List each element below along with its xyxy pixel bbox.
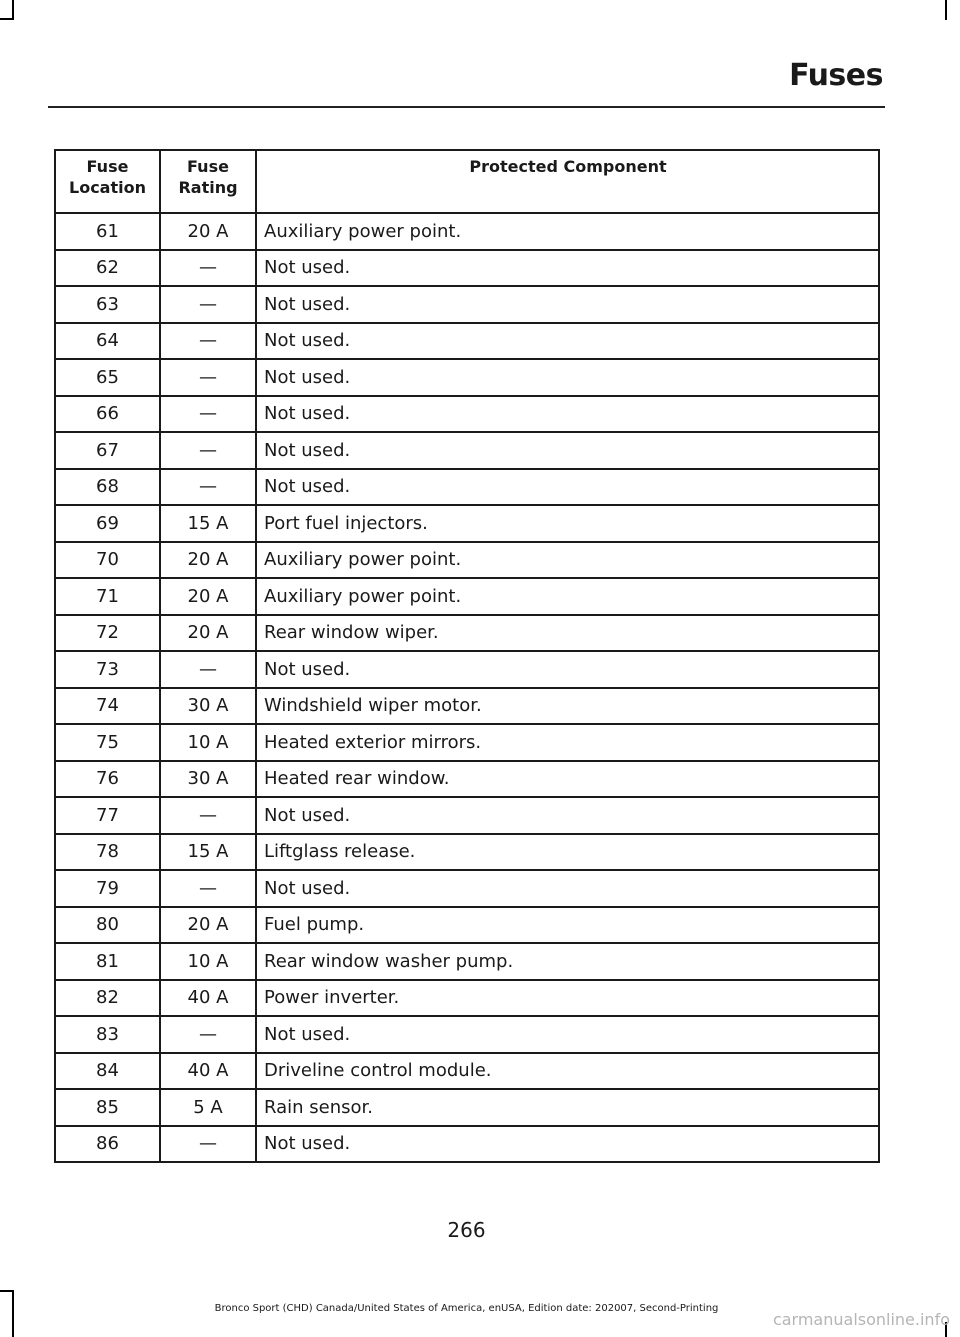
protected-component-cell: Not used. (256, 797, 879, 834)
fuse-rating-cell: — (160, 323, 256, 360)
protected-component-cell: Not used. (256, 250, 879, 287)
crop-mark-top-right (945, 0, 947, 20)
fuse-rating-cell: 20 A (160, 615, 256, 652)
header-fuse-location: Fuse Location (55, 150, 160, 213)
table-row (55, 1089, 879, 1126)
fuse-location-cell: 73 (55, 651, 160, 688)
page-number: 266 (447, 1218, 486, 1242)
protected-component-cell: Not used. (256, 396, 879, 433)
protected-component-cell: Not used. (256, 469, 879, 506)
table-row (55, 834, 879, 871)
header-protected-component: Protected Component (256, 150, 879, 213)
fuse-table (54, 149, 880, 1163)
fuse-rating-cell: — (160, 250, 256, 287)
protected-component-cell: Not used. (256, 359, 879, 396)
protected-component-cell: Heated exterior mirrors. (256, 724, 879, 761)
protected-component-cell: Rear window washer pump. (256, 943, 879, 980)
crop-mark-top-left (12, 0, 14, 20)
table-header-row (55, 150, 879, 213)
fuse-location-cell: 82 (55, 980, 160, 1017)
fuse-rating-cell: 15 A (160, 834, 256, 871)
table-row (55, 797, 879, 834)
table-row (55, 323, 879, 360)
protected-component-cell: Auxiliary power point. (256, 578, 879, 615)
fuse-rating-cell: 20 A (160, 542, 256, 579)
fuse-rating-cell: 40 A (160, 980, 256, 1017)
table-row (55, 1126, 879, 1163)
protected-component-cell: Liftglass release. (256, 834, 879, 871)
protected-component-cell: Not used. (256, 1016, 879, 1053)
fuse-rating-cell: — (160, 469, 256, 506)
fuse-location-cell: 68 (55, 469, 160, 506)
fuse-rating-cell: 15 A (160, 505, 256, 542)
page-footer: Bronco Sport (CHD) Canada/United States of America, enUSA, Edition date: 202007, Second-Printing (214, 1303, 719, 1314)
fuse-rating-cell: — (160, 1016, 256, 1053)
table-row (55, 250, 879, 287)
fuse-location-cell: 78 (55, 834, 160, 871)
table-row (55, 432, 879, 469)
protected-component-cell: Heated rear window. (256, 761, 879, 798)
fuse-rating-cell: 40 A (160, 1053, 256, 1090)
fuse-location-cell: 66 (55, 396, 160, 433)
fuse-rating-cell: 10 A (160, 724, 256, 761)
fuse-rating-cell: — (160, 870, 256, 907)
fuse-location-cell: 84 (55, 1053, 160, 1090)
table-row (55, 907, 879, 944)
watermark: carmanualsonline.info (772, 1310, 950, 1329)
fuse-location-cell: 72 (55, 615, 160, 652)
table-row (55, 213, 879, 250)
table-row (55, 286, 879, 323)
protected-component-cell: Not used. (256, 323, 879, 360)
table-row (55, 870, 879, 907)
protected-component-cell: Rear window wiper. (256, 615, 879, 652)
table-row (55, 469, 879, 506)
table-row (55, 724, 879, 761)
protected-component-cell: Not used. (256, 286, 879, 323)
protected-component-cell: Not used. (256, 870, 879, 907)
table-row (55, 615, 879, 652)
table-row (55, 761, 879, 798)
fuse-location-cell: 85 (55, 1089, 160, 1126)
crop-mark-top-left-h (0, 18, 14, 20)
fuse-rating-cell: — (160, 286, 256, 323)
fuse-rating-cell: 20 A (160, 578, 256, 615)
table-row (55, 578, 879, 615)
fuse-location-cell: 80 (55, 907, 160, 944)
table-row (55, 542, 879, 579)
table-row (55, 396, 879, 433)
fuse-rating-cell: 30 A (160, 761, 256, 798)
fuse-location-cell: 67 (55, 432, 160, 469)
protected-component-cell: Not used. (256, 432, 879, 469)
protected-component-cell: Not used. (256, 651, 879, 688)
table-row (55, 980, 879, 1017)
fuse-location-cell: 62 (55, 250, 160, 287)
table-row (55, 651, 879, 688)
fuse-rating-cell: 20 A (160, 213, 256, 250)
title-divider (48, 106, 885, 108)
protected-component-cell: Auxiliary power point. (256, 213, 879, 250)
fuse-location-cell: 64 (55, 323, 160, 360)
fuse-location-cell: 81 (55, 943, 160, 980)
protected-component-cell: Not used. (256, 1126, 879, 1163)
fuse-location-cell: 83 (55, 1016, 160, 1053)
fuse-location-cell: 74 (55, 688, 160, 725)
page-title: Fuses (789, 58, 883, 93)
fuse-rating-cell: 20 A (160, 907, 256, 944)
fuse-location-cell: 86 (55, 1126, 160, 1163)
fuse-rating-cell: 10 A (160, 943, 256, 980)
fuse-table-body (55, 213, 879, 1162)
table-row (55, 505, 879, 542)
fuse-location-cell: 61 (55, 213, 160, 250)
fuse-location-cell: 75 (55, 724, 160, 761)
fuse-rating-cell: 5 A (160, 1089, 256, 1126)
fuse-rating-cell: 30 A (160, 688, 256, 725)
protected-component-cell: Driveline control module. (256, 1053, 879, 1090)
protected-component-cell: Port fuel injectors. (256, 505, 879, 542)
table-row (55, 943, 879, 980)
fuse-location-cell: 76 (55, 761, 160, 798)
protected-component-cell: Windshield wiper motor. (256, 688, 879, 725)
protected-component-cell: Rain sensor. (256, 1089, 879, 1126)
fuse-rating-cell: — (160, 1126, 256, 1163)
crop-mark-bottom-left-h (0, 1290, 14, 1292)
fuse-rating-cell: — (160, 396, 256, 433)
fuse-location-cell: 65 (55, 359, 160, 396)
table-row (55, 359, 879, 396)
fuse-rating-cell: — (160, 432, 256, 469)
protected-component-cell: Fuel pump. (256, 907, 879, 944)
fuse-location-cell: 63 (55, 286, 160, 323)
table-row (55, 1053, 879, 1090)
fuse-location-cell: 77 (55, 797, 160, 834)
fuse-rating-cell: — (160, 651, 256, 688)
table-row (55, 1016, 879, 1053)
fuse-rating-cell: — (160, 797, 256, 834)
fuse-location-cell: 79 (55, 870, 160, 907)
protected-component-cell: Auxiliary power point. (256, 542, 879, 579)
fuse-rating-cell: — (160, 359, 256, 396)
table-row (55, 688, 879, 725)
header-fuse-rating: Fuse Rating (160, 150, 256, 213)
fuse-location-cell: 70 (55, 542, 160, 579)
protected-component-cell: Power inverter. (256, 980, 879, 1017)
fuse-location-cell: 69 (55, 505, 160, 542)
fuse-location-cell: 71 (55, 578, 160, 615)
